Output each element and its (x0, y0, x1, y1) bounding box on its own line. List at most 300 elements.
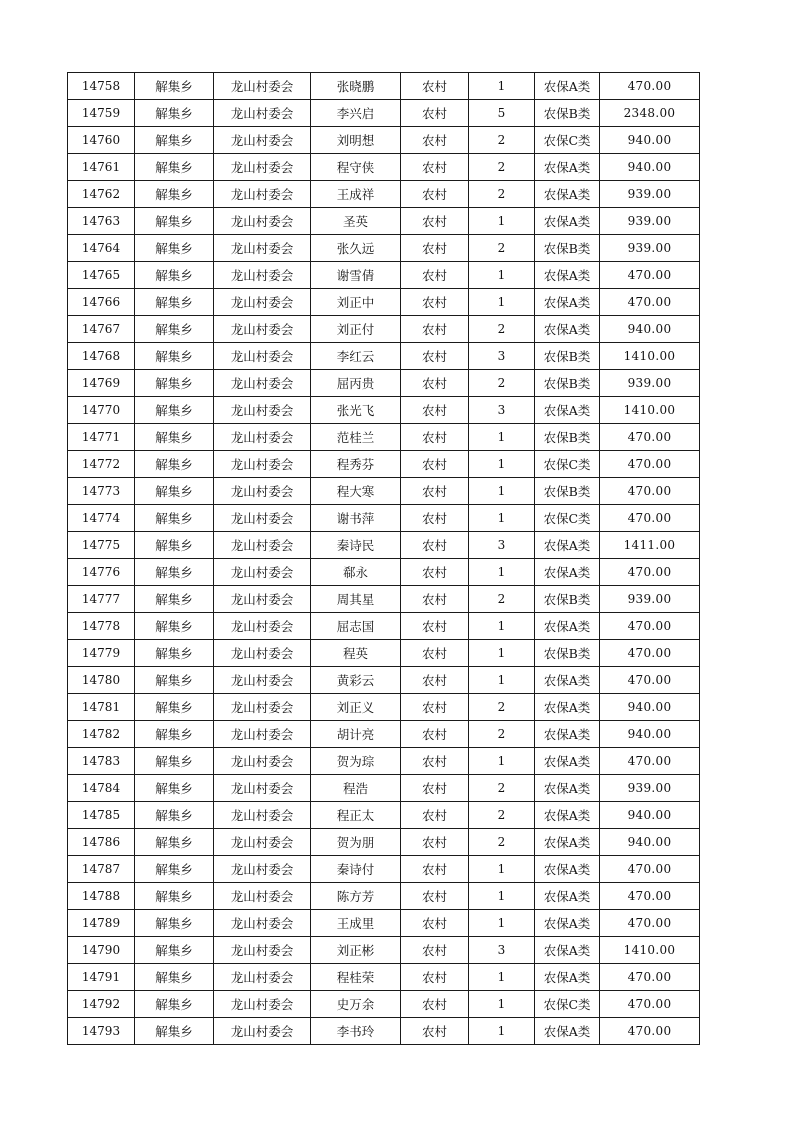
table-row (68, 748, 700, 775)
township-cell: 解集乡 (135, 775, 214, 802)
township-cell: 解集乡 (135, 964, 214, 991)
amount-cell: 470.00 (600, 640, 700, 667)
township-cell: 解集乡 (135, 370, 214, 397)
insurance-category-cell: 农保B类 (535, 586, 600, 613)
amount-cell: 470.00 (600, 856, 700, 883)
person-name-cell: 李书玲 (311, 1018, 401, 1045)
amount-cell: 470.00 (600, 478, 700, 505)
record-id-cell: 14761 (68, 154, 135, 181)
amount-cell: 470.00 (600, 289, 700, 316)
residence-type-cell: 农村 (401, 73, 469, 100)
table-row (68, 775, 700, 802)
record-id-cell: 14759 (68, 100, 135, 127)
amount-cell: 470.00 (600, 748, 700, 775)
township-cell: 解集乡 (135, 532, 214, 559)
village-committee-cell: 龙山村委会 (214, 154, 311, 181)
insurance-category-cell: 农保A类 (535, 856, 600, 883)
residence-type-cell: 农村 (401, 478, 469, 505)
amount-cell: 939.00 (600, 235, 700, 262)
village-committee-cell: 龙山村委会 (214, 883, 311, 910)
household-count-cell: 2 (469, 829, 535, 856)
residence-type-cell: 农村 (401, 694, 469, 721)
village-committee-cell: 龙山村委会 (214, 829, 311, 856)
record-id-cell: 14779 (68, 640, 135, 667)
person-name-cell: 张久远 (311, 235, 401, 262)
household-count-cell: 3 (469, 532, 535, 559)
record-id-cell: 14769 (68, 370, 135, 397)
record-id-cell: 14762 (68, 181, 135, 208)
record-id-cell: 14758 (68, 73, 135, 100)
residence-type-cell: 农村 (401, 667, 469, 694)
record-id-cell: 14770 (68, 397, 135, 424)
table-row (68, 721, 700, 748)
village-committee-cell: 龙山村委会 (214, 343, 311, 370)
table-row (68, 154, 700, 181)
amount-cell: 470.00 (600, 262, 700, 289)
record-id-cell: 14788 (68, 883, 135, 910)
amount-cell: 1410.00 (600, 397, 700, 424)
insurance-category-cell: 农保A类 (535, 775, 600, 802)
village-committee-cell: 龙山村委会 (214, 478, 311, 505)
residence-type-cell: 农村 (401, 154, 469, 181)
table-row (68, 856, 700, 883)
insurance-category-cell: 农保A类 (535, 883, 600, 910)
residence-type-cell: 农村 (401, 424, 469, 451)
household-count-cell: 1 (469, 559, 535, 586)
table-row (68, 100, 700, 127)
record-id-cell: 14792 (68, 991, 135, 1018)
person-name-cell: 王成里 (311, 910, 401, 937)
insurance-category-cell: 农保A类 (535, 289, 600, 316)
insurance-category-cell: 农保A类 (535, 154, 600, 181)
person-name-cell: 程浩 (311, 775, 401, 802)
township-cell: 解集乡 (135, 829, 214, 856)
person-name-cell: 黄彩云 (311, 667, 401, 694)
insurance-category-cell: 农保C类 (535, 505, 600, 532)
table-row (68, 829, 700, 856)
township-cell: 解集乡 (135, 883, 214, 910)
record-id-cell: 14764 (68, 235, 135, 262)
insurance-category-cell: 农保C类 (535, 451, 600, 478)
table-row (68, 73, 700, 100)
household-count-cell: 2 (469, 721, 535, 748)
amount-cell: 470.00 (600, 424, 700, 451)
insurance-category-cell: 农保A类 (535, 748, 600, 775)
household-count-cell: 2 (469, 586, 535, 613)
residence-type-cell: 农村 (401, 775, 469, 802)
record-id-cell: 14785 (68, 802, 135, 829)
village-committee-cell: 龙山村委会 (214, 856, 311, 883)
table-row (68, 802, 700, 829)
village-committee-cell: 龙山村委会 (214, 775, 311, 802)
residence-type-cell: 农村 (401, 640, 469, 667)
amount-cell: 470.00 (600, 991, 700, 1018)
household-count-cell: 1 (469, 208, 535, 235)
person-name-cell: 程桂荣 (311, 964, 401, 991)
insurance-category-cell: 农保B类 (535, 343, 600, 370)
person-name-cell: 程英 (311, 640, 401, 667)
amount-cell: 940.00 (600, 154, 700, 181)
township-cell: 解集乡 (135, 100, 214, 127)
record-id-cell: 14773 (68, 478, 135, 505)
household-count-cell: 3 (469, 343, 535, 370)
township-cell: 解集乡 (135, 127, 214, 154)
record-id-cell: 14783 (68, 748, 135, 775)
household-count-cell: 3 (469, 397, 535, 424)
record-id-cell: 14791 (68, 964, 135, 991)
township-cell: 解集乡 (135, 262, 214, 289)
record-id-cell: 14767 (68, 316, 135, 343)
insurance-category-cell: 农保A类 (535, 829, 600, 856)
household-count-cell: 1 (469, 424, 535, 451)
household-count-cell: 1 (469, 478, 535, 505)
household-count-cell: 3 (469, 937, 535, 964)
residence-type-cell: 农村 (401, 1018, 469, 1045)
insurance-category-cell: 农保A类 (535, 721, 600, 748)
table-row (68, 262, 700, 289)
household-count-cell: 2 (469, 694, 535, 721)
amount-cell: 470.00 (600, 73, 700, 100)
residence-type-cell: 农村 (401, 343, 469, 370)
township-cell: 解集乡 (135, 343, 214, 370)
insurance-category-cell: 农保A类 (535, 397, 600, 424)
record-id-cell: 14781 (68, 694, 135, 721)
residence-type-cell: 农村 (401, 964, 469, 991)
township-cell: 解集乡 (135, 721, 214, 748)
table-row (68, 478, 700, 505)
insurance-category-cell: 农保A类 (535, 613, 600, 640)
amount-cell: 940.00 (600, 829, 700, 856)
record-id-cell: 14786 (68, 829, 135, 856)
household-count-cell: 2 (469, 802, 535, 829)
household-count-cell: 1 (469, 910, 535, 937)
insurance-category-cell: 农保A类 (535, 694, 600, 721)
record-id-cell: 14768 (68, 343, 135, 370)
amount-cell: 470.00 (600, 910, 700, 937)
amount-cell: 470.00 (600, 667, 700, 694)
amount-cell: 470.00 (600, 1018, 700, 1045)
amount-cell: 470.00 (600, 964, 700, 991)
village-committee-cell: 龙山村委会 (214, 964, 311, 991)
amount-cell: 1410.00 (600, 343, 700, 370)
residence-type-cell: 农村 (401, 829, 469, 856)
township-cell: 解集乡 (135, 208, 214, 235)
amount-cell: 939.00 (600, 370, 700, 397)
township-cell: 解集乡 (135, 694, 214, 721)
township-cell: 解集乡 (135, 586, 214, 613)
record-id-cell: 14778 (68, 613, 135, 640)
household-count-cell: 1 (469, 613, 535, 640)
person-name-cell: 谢书萍 (311, 505, 401, 532)
township-cell: 解集乡 (135, 181, 214, 208)
amount-cell: 940.00 (600, 127, 700, 154)
record-id-cell: 14787 (68, 856, 135, 883)
person-name-cell: 刘明想 (311, 127, 401, 154)
amount-cell: 940.00 (600, 316, 700, 343)
household-count-cell: 2 (469, 127, 535, 154)
residence-type-cell: 农村 (401, 100, 469, 127)
household-count-cell: 1 (469, 748, 535, 775)
person-name-cell: 秦诗民 (311, 532, 401, 559)
insurance-category-cell: 农保B类 (535, 424, 600, 451)
household-count-cell: 1 (469, 883, 535, 910)
person-name-cell: 范桂兰 (311, 424, 401, 451)
person-name-cell: 程正太 (311, 802, 401, 829)
record-id-cell: 14793 (68, 1018, 135, 1045)
table-row (68, 127, 700, 154)
village-committee-cell: 龙山村委会 (214, 208, 311, 235)
village-committee-cell: 龙山村委会 (214, 397, 311, 424)
residence-type-cell: 农村 (401, 532, 469, 559)
person-name-cell: 程秀芬 (311, 451, 401, 478)
amount-cell: 940.00 (600, 721, 700, 748)
record-id-cell: 14763 (68, 208, 135, 235)
person-name-cell: 秦诗付 (311, 856, 401, 883)
insurance-category-cell: 农保B类 (535, 235, 600, 262)
township-cell: 解集乡 (135, 640, 214, 667)
township-cell: 解集乡 (135, 316, 214, 343)
insurance-category-cell: 农保C类 (535, 127, 600, 154)
village-committee-cell: 龙山村委会 (214, 640, 311, 667)
village-committee-cell: 龙山村委会 (214, 1018, 311, 1045)
insurance-category-cell: 农保A类 (535, 316, 600, 343)
township-cell: 解集乡 (135, 910, 214, 937)
township-cell: 解集乡 (135, 505, 214, 532)
household-count-cell: 2 (469, 154, 535, 181)
residence-type-cell: 农村 (401, 802, 469, 829)
record-id-cell: 14775 (68, 532, 135, 559)
amount-cell: 940.00 (600, 694, 700, 721)
village-committee-cell: 龙山村委会 (214, 613, 311, 640)
record-id-cell: 14790 (68, 937, 135, 964)
records-table (67, 72, 700, 1045)
township-cell: 解集乡 (135, 559, 214, 586)
table-row (68, 694, 700, 721)
insurance-category-cell: 农保A类 (535, 559, 600, 586)
record-id-cell: 14765 (68, 262, 135, 289)
record-id-cell: 14780 (68, 667, 135, 694)
residence-type-cell: 农村 (401, 397, 469, 424)
residence-type-cell: 农村 (401, 316, 469, 343)
table-row (68, 424, 700, 451)
residence-type-cell: 农村 (401, 235, 469, 262)
table-row (68, 1018, 700, 1045)
township-cell: 解集乡 (135, 1018, 214, 1045)
insurance-category-cell: 农保B类 (535, 478, 600, 505)
amount-cell: 2348.00 (600, 100, 700, 127)
village-committee-cell: 龙山村委会 (214, 289, 311, 316)
household-count-cell: 5 (469, 100, 535, 127)
village-committee-cell: 龙山村委会 (214, 559, 311, 586)
record-id-cell: 14784 (68, 775, 135, 802)
household-count-cell: 2 (469, 370, 535, 397)
residence-type-cell: 农村 (401, 127, 469, 154)
township-cell: 解集乡 (135, 424, 214, 451)
amount-cell: 1410.00 (600, 937, 700, 964)
village-committee-cell: 龙山村委会 (214, 586, 311, 613)
records-body (68, 73, 700, 1045)
record-id-cell: 14776 (68, 559, 135, 586)
table-row (68, 451, 700, 478)
amount-cell: 939.00 (600, 586, 700, 613)
household-count-cell: 1 (469, 856, 535, 883)
township-cell: 解集乡 (135, 478, 214, 505)
residence-type-cell: 农村 (401, 289, 469, 316)
person-name-cell: 屈志国 (311, 613, 401, 640)
insurance-category-cell: 农保A类 (535, 937, 600, 964)
residence-type-cell: 农村 (401, 937, 469, 964)
amount-cell: 470.00 (600, 559, 700, 586)
table-row (68, 208, 700, 235)
township-cell: 解集乡 (135, 748, 214, 775)
record-id-cell: 14760 (68, 127, 135, 154)
residence-type-cell: 农村 (401, 181, 469, 208)
table-row (68, 316, 700, 343)
person-name-cell: 张晓鹏 (311, 73, 401, 100)
village-committee-cell: 龙山村委会 (214, 991, 311, 1018)
village-committee-cell: 龙山村委会 (214, 316, 311, 343)
residence-type-cell: 农村 (401, 991, 469, 1018)
household-count-cell: 1 (469, 289, 535, 316)
residence-type-cell: 农村 (401, 883, 469, 910)
insurance-category-cell: 农保A类 (535, 802, 600, 829)
village-committee-cell: 龙山村委会 (214, 181, 311, 208)
amount-cell: 470.00 (600, 613, 700, 640)
amount-cell: 939.00 (600, 181, 700, 208)
household-count-cell: 1 (469, 991, 535, 1018)
table-row (68, 397, 700, 424)
person-name-cell: 史万余 (311, 991, 401, 1018)
household-count-cell: 1 (469, 73, 535, 100)
village-committee-cell: 龙山村委会 (214, 802, 311, 829)
township-cell: 解集乡 (135, 856, 214, 883)
table-row (68, 505, 700, 532)
person-name-cell: 李红云 (311, 343, 401, 370)
township-cell: 解集乡 (135, 613, 214, 640)
amount-cell: 470.00 (600, 451, 700, 478)
table-row (68, 559, 700, 586)
township-cell: 解集乡 (135, 802, 214, 829)
township-cell: 解集乡 (135, 667, 214, 694)
village-committee-cell: 龙山村委会 (214, 910, 311, 937)
village-committee-cell: 龙山村委会 (214, 694, 311, 721)
village-committee-cell: 龙山村委会 (214, 532, 311, 559)
table-row (68, 235, 700, 262)
person-name-cell: 程大寒 (311, 478, 401, 505)
record-id-cell: 14774 (68, 505, 135, 532)
amount-cell: 939.00 (600, 775, 700, 802)
household-count-cell: 1 (469, 1018, 535, 1045)
household-count-cell: 1 (469, 640, 535, 667)
insurance-category-cell: 农保B类 (535, 640, 600, 667)
person-name-cell: 谢雪倩 (311, 262, 401, 289)
person-name-cell: 郗永 (311, 559, 401, 586)
residence-type-cell: 农村 (401, 721, 469, 748)
insurance-category-cell: 农保A类 (535, 667, 600, 694)
table-row (68, 910, 700, 937)
amount-cell: 1411.00 (600, 532, 700, 559)
person-name-cell: 贺为琮 (311, 748, 401, 775)
village-committee-cell: 龙山村委会 (214, 127, 311, 154)
insurance-category-cell: 农保A类 (535, 262, 600, 289)
township-cell: 解集乡 (135, 73, 214, 100)
township-cell: 解集乡 (135, 991, 214, 1018)
residence-type-cell: 农村 (401, 370, 469, 397)
household-count-cell: 1 (469, 505, 535, 532)
record-id-cell: 14771 (68, 424, 135, 451)
household-count-cell: 2 (469, 316, 535, 343)
person-name-cell: 周其星 (311, 586, 401, 613)
person-name-cell: 刘正付 (311, 316, 401, 343)
amount-cell: 470.00 (600, 883, 700, 910)
township-cell: 解集乡 (135, 235, 214, 262)
residence-type-cell: 农村 (401, 856, 469, 883)
record-id-cell: 14766 (68, 289, 135, 316)
village-committee-cell: 龙山村委会 (214, 451, 311, 478)
table-row (68, 883, 700, 910)
record-id-cell: 14782 (68, 721, 135, 748)
village-committee-cell: 龙山村委会 (214, 262, 311, 289)
village-committee-cell: 龙山村委会 (214, 100, 311, 127)
person-name-cell: 刘正义 (311, 694, 401, 721)
household-count-cell: 1 (469, 964, 535, 991)
person-name-cell: 张光飞 (311, 397, 401, 424)
village-committee-cell: 龙山村委会 (214, 937, 311, 964)
residence-type-cell: 农村 (401, 262, 469, 289)
amount-cell: 939.00 (600, 208, 700, 235)
insurance-category-cell: 农保A类 (535, 910, 600, 937)
record-id-cell: 14777 (68, 586, 135, 613)
household-count-cell: 2 (469, 181, 535, 208)
insurance-category-cell: 农保A类 (535, 181, 600, 208)
person-name-cell: 刘正中 (311, 289, 401, 316)
person-name-cell: 贺为朋 (311, 829, 401, 856)
table-row (68, 532, 700, 559)
table-row (68, 667, 700, 694)
residence-type-cell: 农村 (401, 559, 469, 586)
amount-cell: 940.00 (600, 802, 700, 829)
village-committee-cell: 龙山村委会 (214, 73, 311, 100)
village-committee-cell: 龙山村委会 (214, 424, 311, 451)
table-row (68, 181, 700, 208)
household-count-cell: 1 (469, 451, 535, 478)
insurance-category-cell: 农保B类 (535, 370, 600, 397)
table-row (68, 937, 700, 964)
village-committee-cell: 龙山村委会 (214, 505, 311, 532)
household-count-cell: 1 (469, 667, 535, 694)
person-name-cell: 王成祥 (311, 181, 401, 208)
insurance-category-cell: 农保A类 (535, 532, 600, 559)
record-id-cell: 14789 (68, 910, 135, 937)
person-name-cell: 圣英 (311, 208, 401, 235)
table-row (68, 586, 700, 613)
residence-type-cell: 农村 (401, 586, 469, 613)
village-committee-cell: 龙山村委会 (214, 667, 311, 694)
table-row (68, 613, 700, 640)
insurance-category-cell: 农保A类 (535, 73, 600, 100)
residence-type-cell: 农村 (401, 910, 469, 937)
table-row (68, 640, 700, 667)
township-cell: 解集乡 (135, 154, 214, 181)
insurance-category-cell: 农保C类 (535, 991, 600, 1018)
township-cell: 解集乡 (135, 397, 214, 424)
amount-cell: 470.00 (600, 505, 700, 532)
household-count-cell: 2 (469, 775, 535, 802)
person-name-cell: 刘正彬 (311, 937, 401, 964)
residence-type-cell: 农村 (401, 451, 469, 478)
table-row (68, 991, 700, 1018)
person-name-cell: 陈方芳 (311, 883, 401, 910)
